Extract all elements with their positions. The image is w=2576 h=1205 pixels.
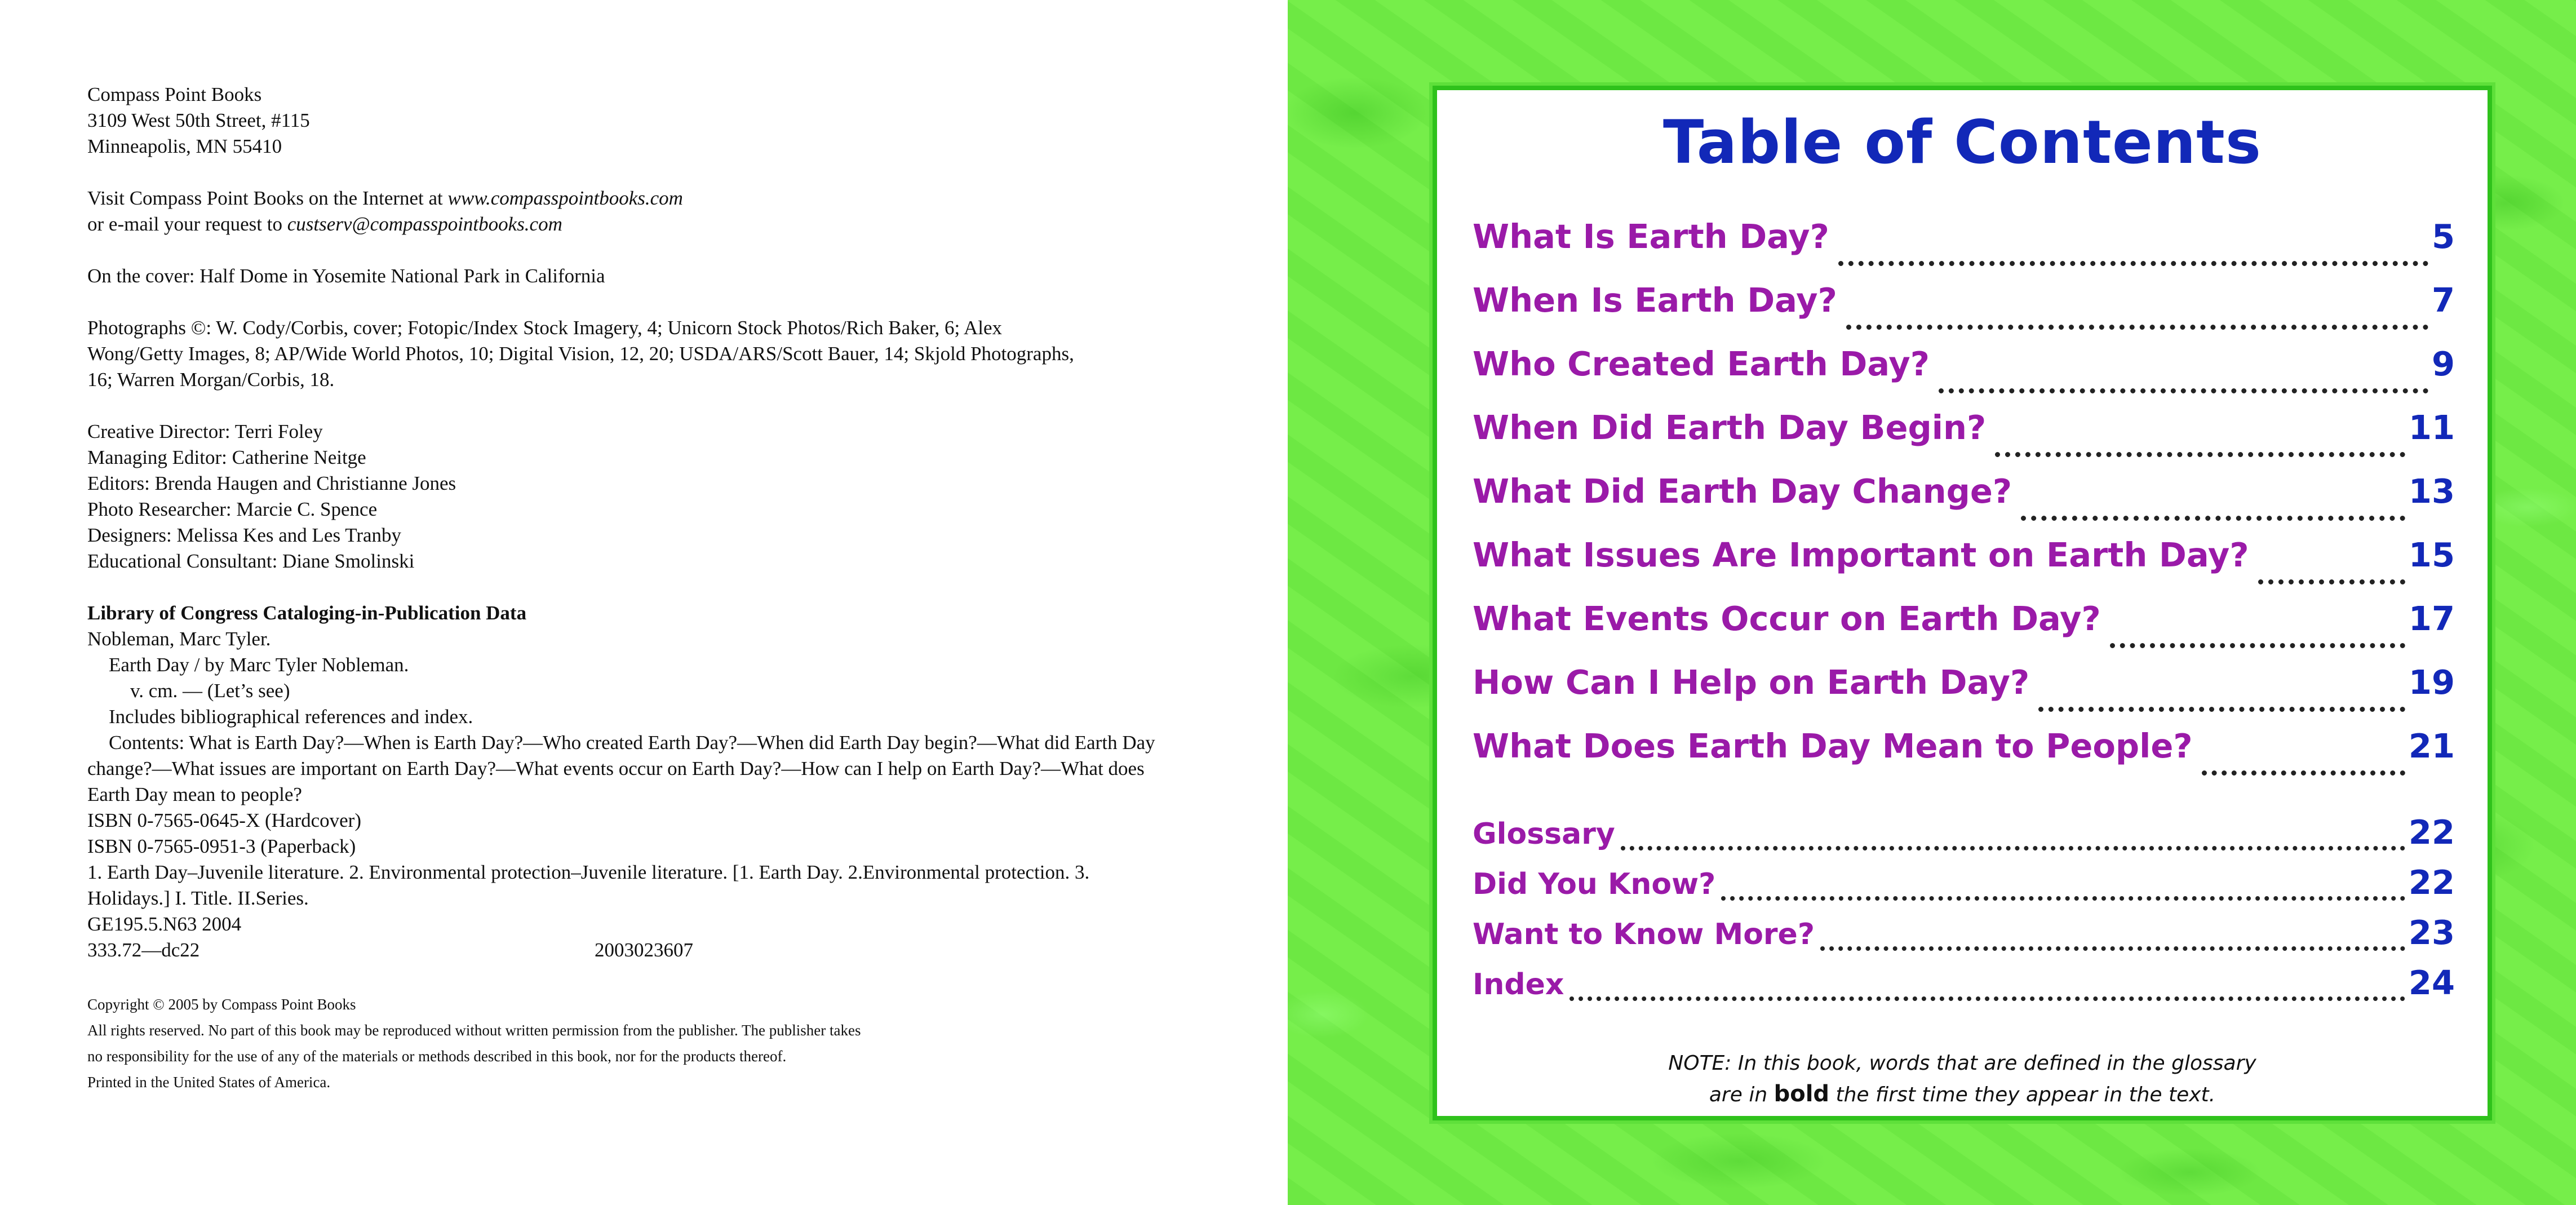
publisher-address-line-2: Minneapolis, MN 55410 [87,135,282,157]
toc-entry[interactable] [1473,217,2455,281]
toc-back-entry[interactable] [1473,913,2455,963]
cover-caption-text: On the cover: Half Dome in Yosemite National Park in California [87,265,605,287]
toc-back-entry[interactable] [1473,963,2455,1013]
printed-in-line: Printed in the United States of America. [87,1074,331,1091]
credit-photo-researcher: Photo Researcher: Marcie C. Spence [87,498,378,520]
toc-entry[interactable] [1473,408,2455,472]
cip-includes: Includes bibliographical references and index. [109,706,473,728]
glossary-note-line-1: NOTE: In this book, words that are defined in the glossary [1668,1052,2256,1075]
toc-entry-label: What Does Earth Day Mean to People? [1473,726,2193,765]
note-bold-word: bold [1774,1081,1830,1107]
toc-entry-page: 9 [2431,344,2455,383]
cip-lc-call-number: GE195.5.N63 2004 [87,913,242,935]
toc-entry-label: What Did Earth Day Change? [1473,472,2012,511]
cip-author: Nobleman, Marc Tyler. [87,628,271,650]
cip-isbn-paperback: ISBN 0-7565-0951-3 (Paperback) [87,835,356,857]
dot-leader [2021,516,2405,521]
cip-subjects: 1. Earth Day–Juvenile literature. 2. Environmental protection–Juvenile literature. [1. Earth Day. 2.Environmental protection. 3. Holidays.] I. Title. II.Series. [87,861,1090,909]
toc-entry-label: Glossary [1473,817,1615,851]
toc-entry[interactable] [1473,663,2455,726]
copyright-notice [87,991,1158,1095]
publisher-address [87,82,1158,160]
photo-credits-text: Photographs ©: W. Cody/Corbis, cover; Fotopic/Index Stock Imagery, 4; Unicorn Stock Photos/Rich Baker, 6; Alex Wong/Getty Images, 8; AP/Wide World Photos, 10; Digital Vision, 12, 20; USDA/ARS/Scott Bauer, 14; Skjold Photographs, 16; Warren Morgan/Corbis, 18. [87,317,1074,391]
toc-entry-label: How Can I Help on Earth Day? [1473,663,2030,702]
toc-entry-page: 22 [2408,863,2455,902]
toc-entry[interactable] [1473,726,2455,790]
toc-entry-page: 23 [2408,913,2455,952]
toc-entry[interactable] [1473,535,2455,599]
cip-classification [87,937,1158,963]
dot-leader [1939,388,2428,393]
toc-entry[interactable] [1473,599,2455,663]
toc-entry-page: 7 [2431,281,2455,320]
dot-leader [1721,896,2405,901]
cip-lccn: 2003023607 [595,939,693,961]
toc-title: Table of Contents [1663,108,2262,177]
dot-leader [2202,770,2405,776]
toc-entry-page: 17 [2408,599,2455,638]
cover-caption [87,263,1158,289]
rights-line-2: no responsibility for the use of any of the materials or methods described in this book, nor for the products thereof. [87,1048,787,1065]
toc-entry-label: Did You Know? [1473,867,1716,901]
website-link[interactable]: www.compasspointbooks.com [447,187,683,209]
toc-back-entry[interactable] [1473,813,2455,863]
credit-designers: Designers: Melissa Kes and Les Tranby [87,524,402,546]
cip-series: v. cm. — (Let’s see) [130,680,290,702]
email-line [87,211,1158,237]
glossary-note-line-2 [1437,1079,2488,1110]
cip-contents: Contents: What is Earth Day?—When is Earth Day?—Who created Earth Day?—When did Earth Day begin?—What did Earth Day change?—What issues are important on Earth Day?—What events occur on Earth Day?—How can I help on Earth Day?—What does Earth Day mean to people? [87,732,1155,805]
cip-dewey: 333.72—dc22 [87,939,200,961]
toc-entry-page: 15 [2408,535,2455,574]
toc-entry-label: What Events Occur on Earth Day? [1473,599,2101,638]
credit-managing-editor: Managing Editor: Catherine Neitge [87,446,366,468]
glossary-note [1437,1048,2488,1110]
toc-entry[interactable] [1473,344,2455,408]
toc-entry-label: What Is Earth Day? [1473,217,1829,256]
visit-line [87,185,1158,211]
dot-leader [1569,996,2405,1001]
toc-entry-label: When Did Earth Day Begin? [1473,408,1987,447]
credit-creative-director: Creative Director: Terri Foley [87,420,323,442]
toc-entry-page: 13 [2408,472,2455,511]
dot-leader [1846,325,2428,330]
dot-leader [1820,946,2405,951]
dot-leader [1838,261,2428,266]
toc-entry-page: 5 [2431,217,2455,256]
toc-page [1288,0,2576,1205]
cip-title: Earth Day / by Marc Tyler Nobleman. [109,654,409,676]
publisher-name: Compass Point Books [87,83,262,105]
cip-isbn-hardcover: ISBN 0-7565-0645-X (Hardcover) [87,809,361,831]
toc-entry[interactable] [1473,472,2455,535]
toc-back-matter-list [1473,813,2455,1013]
toc-entry-label: What Issues Are Important on Earth Day? [1473,535,2249,574]
toc-entry-page: 21 [2408,726,2455,765]
dot-leader [1995,452,2405,457]
dot-leader [2110,643,2405,648]
toc-entry-page: 22 [2408,813,2455,852]
toc-entry-label: Who Created Earth Day? [1473,344,1930,383]
toc-entry[interactable] [1473,281,2455,344]
copyright-page-content [87,82,1158,1095]
toc-panel [1433,86,2492,1120]
visit-info [87,185,1158,237]
staff-credits [87,419,1158,574]
credit-educational-consultant: Educational Consultant: Diane Smolinski [87,550,415,572]
toc-entry-page: 19 [2408,663,2455,702]
photo-credits [87,315,1158,393]
toc-chapter-list [1473,217,2455,790]
rights-line-1: All rights reserved. No part of this book may be reproduced without written permission from the publisher. The publisher takes [87,1022,861,1039]
cip-heading: Library of Congress Cataloging-in-Publication Data [87,602,527,624]
toc-entry-label: Index [1473,968,1564,1002]
toc-back-entry[interactable] [1473,863,2455,913]
note-line-2-prefix: are in [1709,1083,1774,1106]
toc-entry-page: 11 [2408,408,2455,447]
toc-entry-label: Want to Know More? [1473,918,1815,951]
dot-leader [1621,846,2405,850]
credit-editors: Editors: Brenda Haugen and Christianne Jones [87,472,456,494]
visit-prefix: Visit Compass Point Books on the Internet at [87,187,448,209]
note-line-2-suffix: the first time they appear in the text. [1829,1083,2216,1106]
cip-data [87,600,1158,963]
email-prefix: or e-mail your request to [87,213,287,235]
email-link[interactable]: custserv@compasspointbooks.com [287,213,562,235]
copyright-line: Copyright © 2005 by Compass Point Books [87,996,356,1013]
toc-entry-label: When Is Earth Day? [1473,281,1837,320]
publisher-address-line-1: 3109 West 50th Street, #115 [87,109,310,131]
toc-entry-page: 24 [2408,963,2455,1002]
dot-leader [2258,579,2405,584]
dot-leader [2038,707,2405,712]
